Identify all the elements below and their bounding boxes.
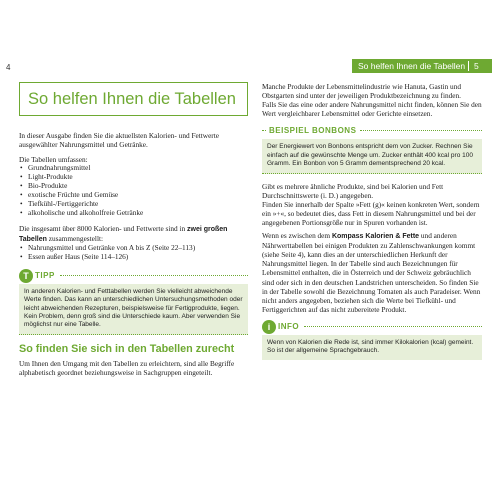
page-number-right: 5 — [474, 61, 479, 71]
running-head-divider — [468, 61, 469, 71]
dotted-rule — [304, 326, 482, 327]
summary-paragraph — [19, 224, 248, 244]
list-item: • Light-Produkte — [19, 173, 248, 182]
list-item: • Grundnahrungsmittel — [19, 164, 248, 173]
summary-suffix: zusammengestellt: — [48, 233, 104, 243]
page-title: So helfen Ihnen die Tabellen — [19, 82, 248, 116]
dotted-rule — [360, 130, 482, 131]
list-intro: Die Tabellen umfassen: — [19, 155, 88, 165]
dotted-rule — [60, 275, 248, 276]
paragraph-3: Gibt es mehrere ähnliche Produkte, sind bei Kalorien und Fett Durchschnittswerte (i. D.) angegeben. — [262, 181, 444, 200]
tip-header — [19, 268, 248, 284]
list-item: • exotische Früchte und Gemüse — [19, 191, 248, 200]
example-header — [262, 124, 482, 137]
tip-icon: T — [19, 269, 33, 283]
content-list — [19, 164, 248, 217]
list-item: • Tiefkühl-/Fertiggerichte — [19, 200, 248, 209]
info-box: Wenn von Kalorien die Rede ist, sind immer Kilokalorien (kcal) gemeint. So ist der allgemeine Sprachgebrauch. — [262, 335, 482, 360]
paragraph-4: Finden Sie innerhalb der Spalte »Fett (g)« keinen konkreten Wert, sondern ein »+«, so bedeutet dies, dass Fett in diesem Nahrungsmittel und bei der angegebenen Portionsgröße nur in Spuren vorhanden ist. — [262, 199, 480, 227]
running-head-title: So helfen Ihnen die Tabellen — [358, 61, 466, 71]
summary-bold: zwei großen Tabellen — [19, 225, 228, 243]
closing-paragraph: Um Ihnen den Umgang mit den Tabellen zu erleichtern, sind alle Begriffe alphabetisch geordnet beziehungsweise in Sachgruppen eingeteilt. — [19, 358, 235, 377]
info-label: INFO — [278, 322, 300, 332]
tip-label: TIPP — [35, 271, 55, 281]
info-icon: i — [262, 320, 276, 334]
list-item: • alkoholische und alkoholfreie Getränke — [19, 209, 248, 218]
section-subtitle: So finden Sie sich in den Tabellen zurecht — [19, 342, 235, 355]
p5-prefix: Wenn es zwischen dem — [262, 231, 331, 241]
paragraph-2: Falls Sie das eine oder andere Nahrungsmittel nicht finden, können Sie den Wert vergleichbarer Lebensmittel oder Gerichte einsetzen. — [262, 100, 482, 119]
page-number-left: 4 — [6, 63, 11, 72]
summary-prefix: Die insgesamt über 8000 Kalorien- und Fettwerte sind in — [19, 223, 186, 233]
tables-list — [19, 244, 248, 262]
running-head — [352, 59, 492, 73]
paragraph-1: Manche Produkte der Lebensmittelindustrie wie Hanuta, Gastin und Obstgarten sind unter der jeweiligen Produktbezeichnung zu finden. — [262, 82, 461, 101]
tip-box: In anderen Kalorien- und Fetttabellen werden Sie vielleicht abweichende Werte finden. Das kann an unterschiedlichen Untersuchungsmethoden oder leicht abweichenden Rezepturen, beispielsweise für Fertigprodukte, liegen. Kein Problem, denn groß sind die Unterschiede kaum. Aber verwenden Sie möglichst nur eine Tabelle. — [19, 284, 248, 335]
list-item: • Nahrungsmittel und Getränke von A bis Z (Seite 22–113) — [19, 244, 248, 253]
paragraph-5 — [262, 231, 482, 314]
intro-paragraph: In dieser Ausgabe finden Sie die aktuellsten Kalorien- und Fettwerte ausgewählter Nahrungsmittel und Getränke. — [19, 131, 219, 150]
dotted-rule — [262, 130, 266, 131]
example-label: BEISPIEL BONBONS — [269, 126, 357, 136]
p5-suffix: und anderen Nährwerttabellen bei einigen Produkten zu Zahlenschwankungen kommt (siehe Seite 4), kann dies an der unterschiedlichen Herkunft der Nahrungsmittel liegen. In der Tabelle sind auch Bezeichnungen für Lebensmittel enthalten, die in Österreich und der Schweiz gebräuchlich sind oder sich in den deutschen Landstrichen unterscheiden. So finden Sie in der Tabelle sowohl die Bezeichnung Tomaten als auch Paradeiser. Wenn nicht anders angegeben, beziehen sich die Werte bei Tiefkühl- und Fertiggerichten auf das nicht zubereitete Produkt. — [262, 231, 481, 314]
p5-bold: Kompass Kalorien & Fette — [331, 233, 420, 241]
list-item: • Bio-Produkte — [19, 182, 248, 191]
example-box: Der Energiewert von Bonbons entspricht dem von Zucker. Rechnen Sie einfach auf die gewünschte Menge um. Zucker enthält 400 kcal pro 100 Gramm. Ein Bonbon von 5 Gramm dementsprechend 20 kcal. — [262, 139, 482, 173]
info-header — [262, 319, 482, 335]
right-column — [262, 82, 482, 360]
list-item: • Essen außer Haus (Seite 114–126) — [19, 253, 248, 262]
left-column — [19, 82, 248, 377]
